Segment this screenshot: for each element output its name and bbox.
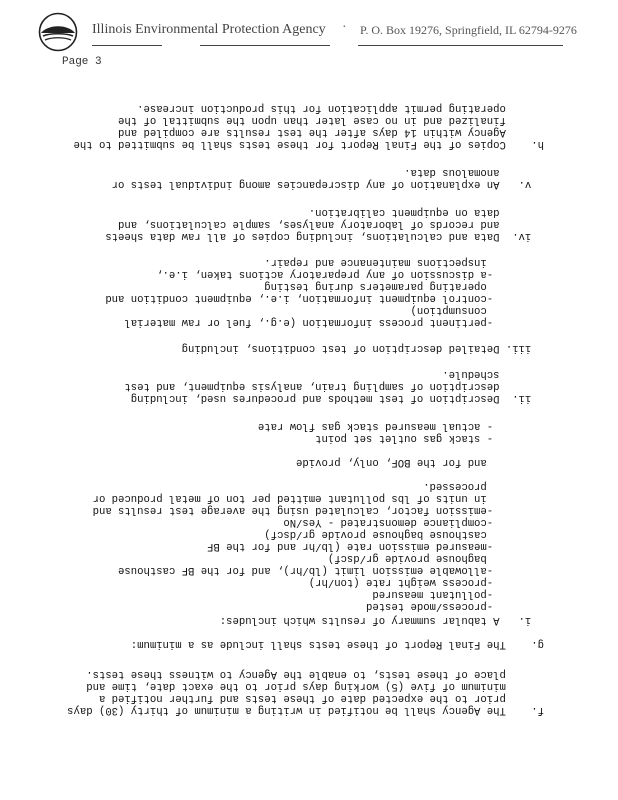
- body-line: minimum of five (5) working days prior to the exact date, time and: [86, 680, 544, 692]
- body-line: -process weight rate (ton/hr): [308, 576, 544, 588]
- body-line: f. The Agency shall be notified in writing a minimum of thirty (30) days: [67, 704, 544, 716]
- body-line: g. The Final Report of these tests shall include as a minimum:: [130, 638, 544, 650]
- body-line: -emission factor, calculated using the average test results and: [92, 504, 544, 516]
- body-line: - actual measured stack gas flow rate: [257, 420, 544, 432]
- body-line: inspections maintenance and repair.: [264, 256, 544, 268]
- body-line: -a discussion of any preparatory actions taken, i.e.,: [156, 268, 544, 280]
- body-line: description of sampling train, analysis equipment, and test: [124, 380, 544, 392]
- body-line: casthouse baghouse provide gr/dscf): [264, 528, 544, 540]
- agency-address: P. O. Box 19276, Springfield, IL 62794-9276: [360, 23, 577, 37]
- body-line: processed.: [423, 480, 544, 492]
- body-line: baghouse provide gr/dscf): [327, 552, 544, 564]
- body-line: Agency within 14 days after the test results are compiled and: [118, 126, 544, 138]
- body-line: i. A tabular summary of results which includes:: [219, 614, 544, 626]
- state-seal-logo-icon: [38, 12, 78, 52]
- body-line: anomalous data.: [404, 166, 544, 178]
- body-line: schedule.: [442, 368, 544, 380]
- body-line: and for the BOF, only, provide: [296, 456, 544, 468]
- body-line: - stack gas outlet set point: [315, 432, 544, 444]
- body-line: -allowable emission limit (lb/hr), and for the BF casthouse: [118, 564, 544, 576]
- body-line: operating permit application for this production increase.: [137, 102, 544, 114]
- body-line: ii. Description of test methods and procedures used, including: [130, 392, 544, 404]
- body-line: -process/mode tested: [365, 600, 544, 612]
- body-line: operating parameters during testing: [264, 280, 544, 292]
- body-line: -pollutant measured: [372, 588, 544, 600]
- body-line: h. Copies of the Final Report for these tests shall be submitted to the: [73, 138, 544, 150]
- page-number: Page 3: [62, 56, 102, 68]
- letterhead: [38, 12, 578, 52]
- body-line: in units of lbs pollutant emitted per ton of metal produced or: [92, 492, 544, 504]
- body-line: iii. Detailed description of test conditions, including: [181, 342, 544, 354]
- body-line: -measured emission rate (lb/hr and for the BF: [207, 540, 544, 552]
- body-line: and records of laboratory analyses, sample calculations, and: [118, 218, 544, 230]
- body-text: [0, 88, 618, 720]
- body-line: -pertinent process information (e.g., fuel or raw material: [124, 316, 544, 328]
- body-line: v. An explanation of any discrepancies among individual tests or: [111, 178, 544, 190]
- body-line: iv. Data and calculations, including copies of all raw data sheets: [105, 230, 544, 242]
- letterhead-rule-left: [92, 45, 162, 46]
- body-line: prior to the expected date of these tests and further notified a: [98, 692, 544, 704]
- body-line: -compliance demonstrated - Yes/No: [283, 516, 544, 528]
- body-line: -control equipment information, i.e., equipment condition and: [105, 292, 544, 304]
- body-line: consumption): [410, 304, 544, 316]
- letterhead-rule-mid: [200, 45, 330, 46]
- agency-name: Illinois Environmental Protection Agency: [92, 22, 326, 37]
- body-line: place of these tests, to enable the Agency to witness these tests.: [86, 668, 544, 680]
- letterhead-rule-right: [358, 45, 563, 46]
- letterhead-separator: ·: [342, 20, 347, 35]
- body-line: finalized and in no case later than upon the submittal of the: [118, 114, 544, 126]
- body-line: data on equipment calibration.: [308, 206, 544, 218]
